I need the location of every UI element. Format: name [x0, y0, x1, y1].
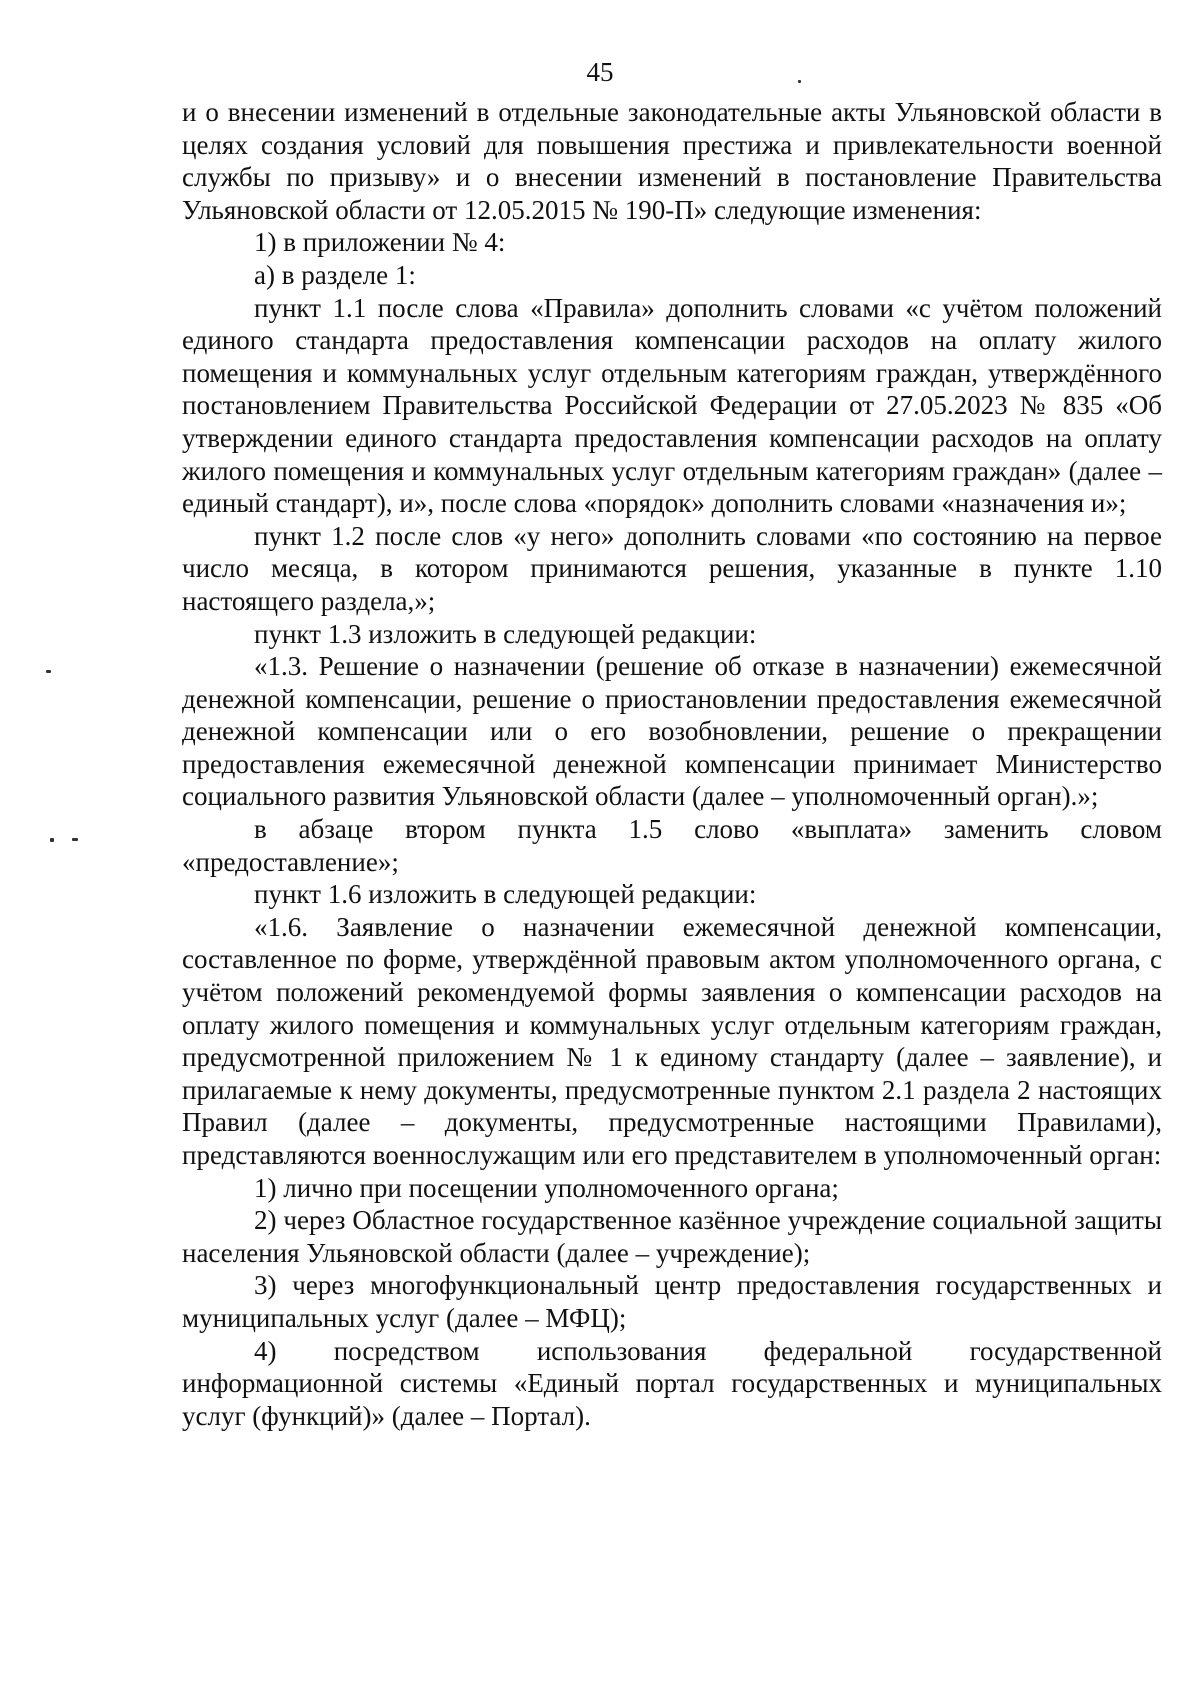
list-item-1: 1) лично при посещении уполномоченного органа; — [254, 1172, 839, 1203]
paragraph-point-1-5: в абзаце втором пункта 1.5 слово «выплата» заменить словом «предоставление»; — [182, 814, 1162, 877]
paragraph-point-1-3-intro: пункт 1.3 изложить в следующей редакции: — [254, 618, 757, 649]
scan-speck — [798, 80, 801, 83]
scan-speck — [72, 838, 78, 841]
page-number: 45 — [586, 57, 614, 87]
paragraph-point-1-6-intro: пункт 1.6 изложить в следующей редакции: — [254, 879, 757, 910]
paragraph-point-1-2: пункт 1.2 после слов «у него» дополнить словами «по состоянию на первое число месяца, в котором принимаются решения, указанные в пункте 1.10 настоящего раздела,»; — [182, 520, 1162, 616]
paragraph-section-1: а) в разделе 1: — [254, 259, 416, 290]
scan-speck — [50, 838, 54, 842]
list-item-2: 2) через Областное государственное казённое учреждение социальной защиты населения Ульяновской области (далее – учреждение); — [182, 1205, 1162, 1268]
paragraph-point-1-1: пункт 1.1 после слова «Правила» дополнить словами «с учётом положений единого стандарта предоставления компенсации расходов на оплату жилого помещения и коммунальных услуг отдельным категориям граждан, утверждённого постановлением Правительства Российской Федерации от 27.05.2023 № 835 «Об утверждении единого стандарта предоставления компенсации расходов на оплату жилого помещения и коммунальных услуг отдельным категориям граждан» (далее – единый стандарт), и», после слова «порядок» дополнить словами «назначения и»; — [182, 292, 1162, 519]
scan-speck — [46, 670, 51, 673]
paragraph-point-1-6-text: «1.6. Заявление о назначении ежемесячной денежной компенсации, составленное по форме, утверждённой правовым актом уполномоченного органа, с учётом положений рекомендуемой формы заявления о компенсации расходов на оплату жилого помещения и коммунальных услуг отдельным категориям граждан, предусмотренной приложением № 1 к единому стандарту (далее – заявление), и прилагаемые к нему документы, предусмотренные пунктом 2.1 раздела 2 настоящих Правил (далее – документы, предусмотренные настоящими Правилами), представляются военнослужащим или его представителем в уполномоченный орган: — [182, 911, 1162, 1170]
paragraph-intro: и о внесении изменений в отдельные законодательные акты Ульяновской области в целях создания условий для повышения престижа и привлекательности военной службы по призыву» и о внесении изменений в постановление Правительства Ульяновской области от 12.05.2015 № 190-П» следующие изменения: — [182, 97, 1162, 225]
paragraph-point-1-3-text: «1.3. Решение о назначении (решение об отказе в назначении) ежемесячной денежной компенсации, решение о приостановлении предоставления ежемесячной денежной компенсации или о его возобновлении, решение о прекращении предоставления ежемесячной денежной компенсации принимает Министерство социального развития Ульяновской области (далее – уполномоченный орган).»; — [182, 651, 1162, 812]
list-item-3: 3) через многофункциональный центр предоставления государственных и муниципальных услуг (далее – МФЦ); — [182, 1270, 1162, 1333]
paragraph-appendix-4: 1) в приложении № 4: — [254, 227, 506, 258]
document-body — [182, 96, 1162, 1432]
list-item-4: 4) посредством использования федеральной государственной информационной системы «Единый портал государственных и муниципальных услуг (функций)» (далее – Портал). — [182, 1335, 1162, 1431]
